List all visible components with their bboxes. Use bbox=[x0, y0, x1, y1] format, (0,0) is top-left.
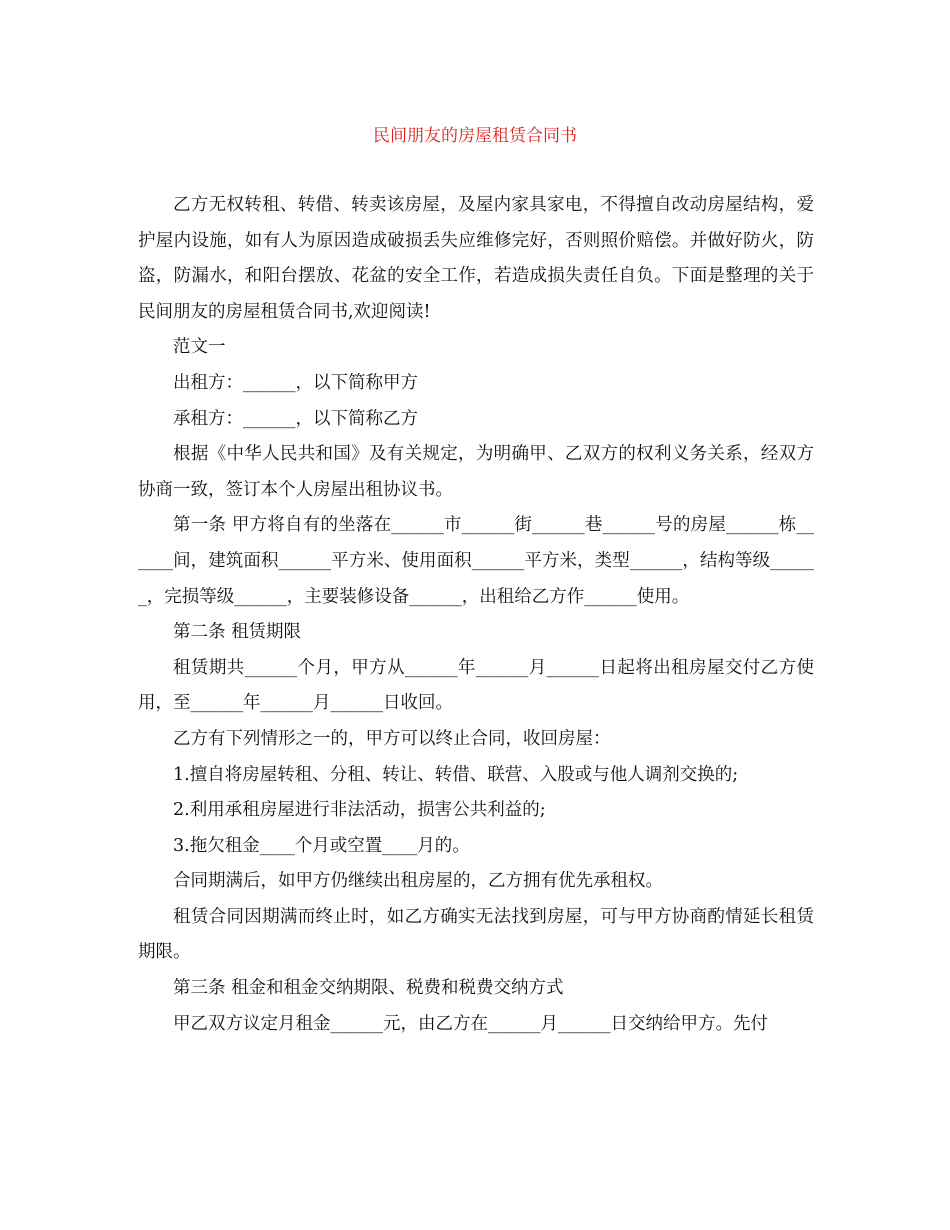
rent-paragraph: 甲乙双方议定月租金______元，由乙方在______月______日交纳给甲方。先付 bbox=[173, 1013, 768, 1034]
basis-paragraph: 根据《中华人民共和国》及有关规定，为明确甲、乙双方的权利义务关系，经双方协商一致，签订本个人房屋出租协议书。 bbox=[138, 444, 814, 500]
lease-term-paragraph: 租赁期共______个月，甲方从______年______月______日起将出租房屋交付乙方使用，至______年______月______日收回。 bbox=[138, 657, 814, 714]
extension-paragraph: 租赁合同因期满而终止时，如乙方确实无法找到房屋，可与甲方协商酌情延长租赁期限。 bbox=[138, 906, 814, 963]
article-3-heading: 第三条 租金和租金交纳期限、税费和税费交纳方式 bbox=[173, 978, 564, 999]
priority-paragraph: 合同期满后，如甲方仍继续出租房屋的，乙方拥有优先承租权。 bbox=[173, 871, 663, 892]
intro-paragraph: 乙方无权转租、转借、转卖该房屋，及屋内家具家电，不得擅自改动房屋结构，爱护屋内设施，如有人为原因造成破损丢失应维修完好，否则照价赔偿。并做好防火，防盗，防漏水，和阳台摆放、花盆的安全工作，若造成损失责任自负。下面是整理的关于民间朋友的房屋租赁合同书,欢迎阅读! bbox=[138, 195, 814, 322]
termination-item-1: 1.擅自将房屋转租、分租、转让、转借、联营、入股或与他人调剂交换的; bbox=[173, 764, 739, 785]
article-2-heading: 第二条 租赁期限 bbox=[173, 622, 302, 643]
termination-item-3: 3.拖欠租金____个月或空置____月的。 bbox=[173, 835, 470, 856]
sample-heading: 范文一 bbox=[173, 337, 226, 358]
document-body bbox=[138, 188, 814, 1042]
article-1-paragraph: 第一条 甲方将自有的坐落在______市______街______巷______号的房屋______栋______间，建筑面积______平方米、使用面积______平方米，类型______，结构等级______，完损等级______，主要装修设备______，出租给乙方作______使用。 bbox=[138, 515, 814, 607]
lessee-line: 承租方：______，以下简称乙方 bbox=[173, 408, 418, 429]
document-title: 民间朋友的房屋租赁合同书 bbox=[373, 126, 577, 146]
termination-item-2: 2.利用承租房屋进行非法活动，损害公共利益的; bbox=[173, 800, 546, 821]
lessor-line: 出租方：______，以下简称甲方 bbox=[173, 372, 418, 393]
termination-intro: 乙方有下列情形之一的，甲方可以终止合同，收回房屋： bbox=[173, 728, 611, 749]
